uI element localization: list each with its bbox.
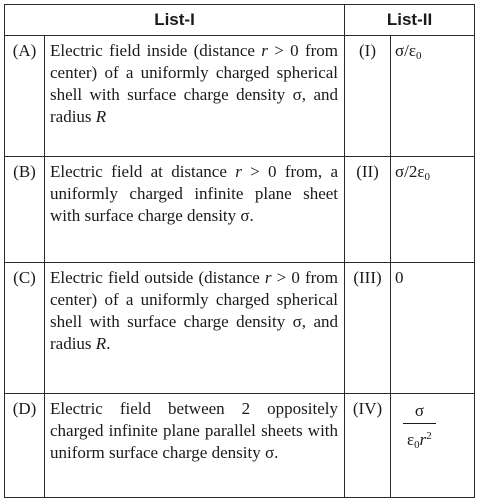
row-num-4: (IV) xyxy=(345,394,391,498)
row-answer-1: $\sigma/\varepsilon_0$ xyxy=(391,36,475,157)
row-label-c: (C) xyxy=(5,263,45,394)
row-label-b: (B) xyxy=(5,157,45,263)
row-answer-3: 0 xyxy=(391,263,475,394)
row-text-b: Electric field at distance r > 0 from, a uniformly charged infinite plane sheet with surface charge density σ. xyxy=(45,157,345,263)
fraction-answer xyxy=(403,400,436,456)
row-text-d: Electric field between 2 oppositely charged infinite plane parallel sheets with uniform surface charge density σ. xyxy=(45,394,345,498)
list-2-heading: List-II xyxy=(345,5,475,36)
table-row xyxy=(5,36,475,157)
row-answer-2: $\sigma/2\varepsilon_0$ xyxy=(391,157,475,263)
row-text-a: Electric field inside (distance r > 0 from center) of a uniformly charged spherical shell with surface charge density σ, and radius R xyxy=(45,36,345,157)
table-row xyxy=(5,263,475,394)
table-row xyxy=(5,394,475,498)
fraction-denominator: $\varepsilon_0r^2$ xyxy=(407,430,432,451)
row-num-3: (III) xyxy=(345,263,391,394)
row-answer-4 xyxy=(391,394,475,498)
row-num-2: (II) xyxy=(345,157,391,263)
match-the-list-table xyxy=(4,4,475,498)
table-header-row xyxy=(5,5,475,36)
row-label-a: (A) xyxy=(5,36,45,157)
table-row xyxy=(5,157,475,263)
fraction-numerator: σ xyxy=(403,400,436,424)
row-label-d: (D) xyxy=(5,394,45,498)
list-1-heading: List-I xyxy=(5,5,345,36)
row-text-c: Electric field outside (distance r > 0 from center) of a uniformly charged spherical shell with surface charge density σ, and radius R. xyxy=(45,263,345,394)
row-num-1: (I) xyxy=(345,36,391,157)
